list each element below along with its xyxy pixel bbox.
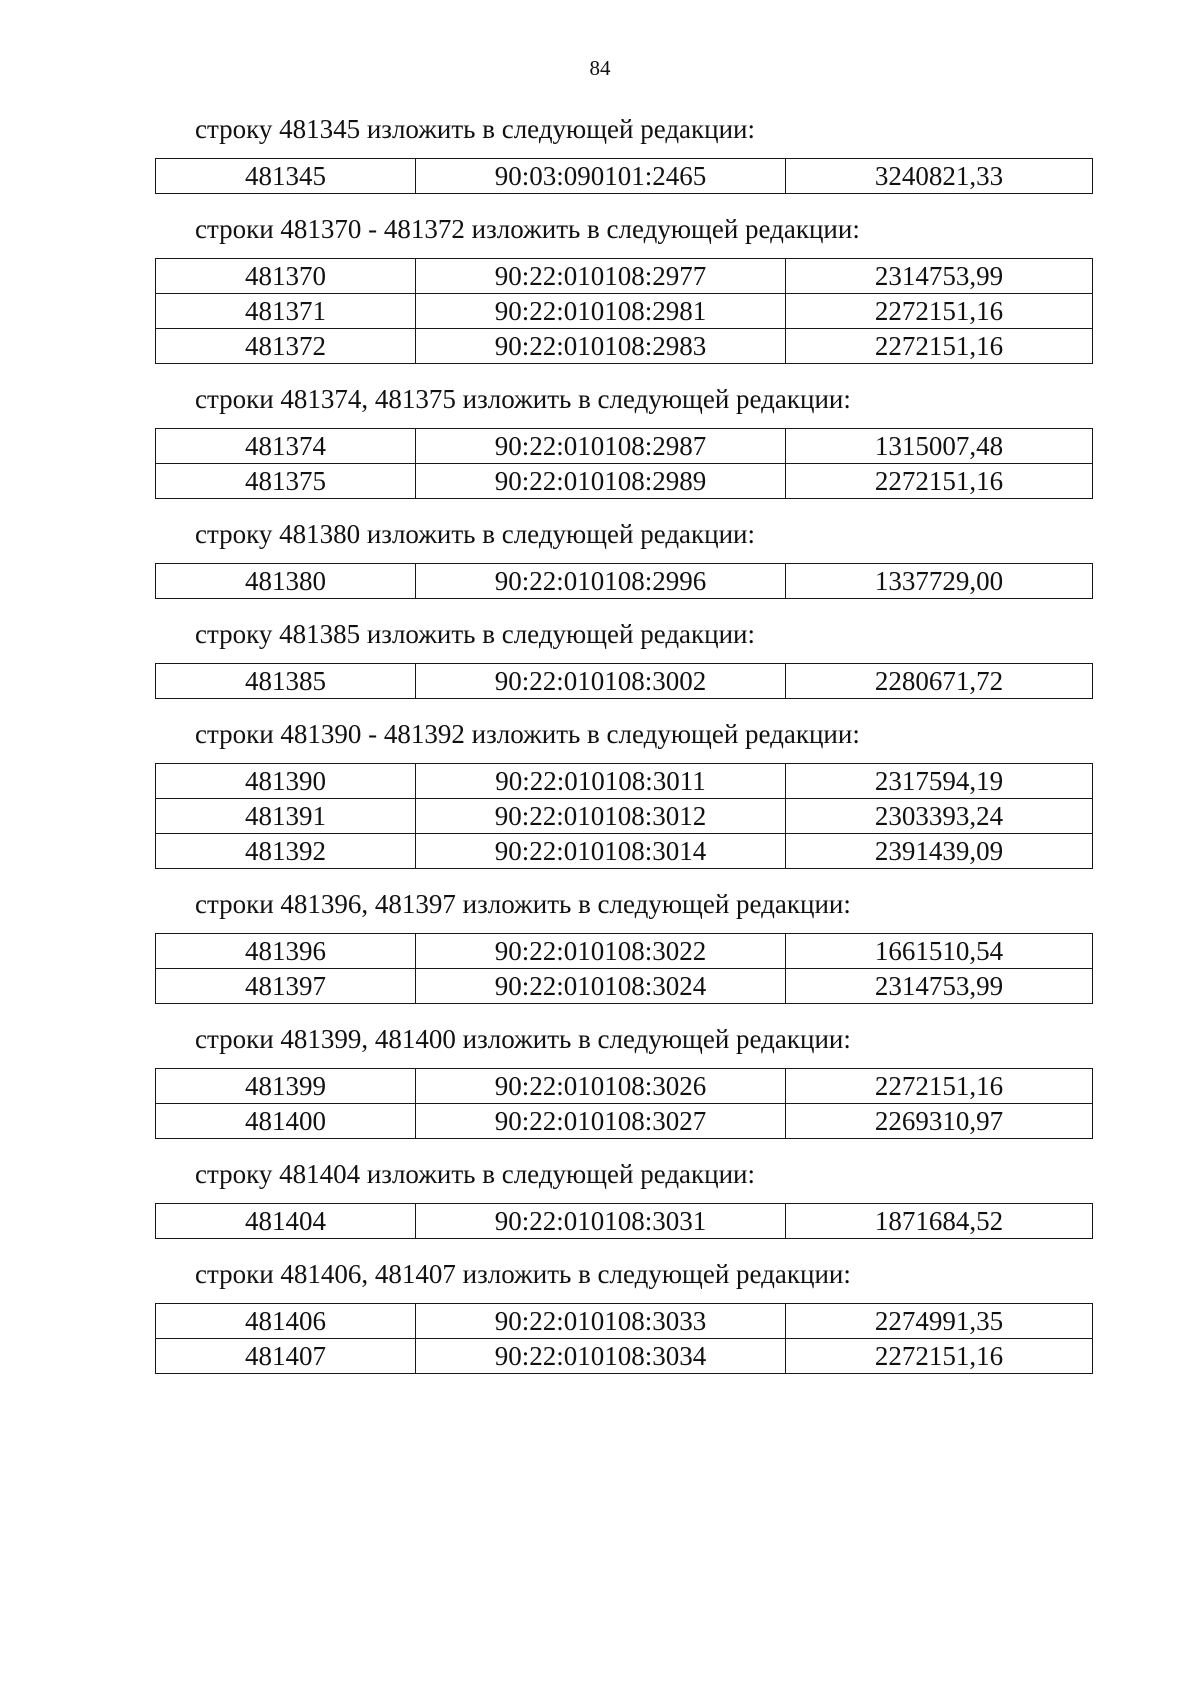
amendment-table bbox=[155, 563, 1093, 599]
amendment-section bbox=[155, 617, 1092, 699]
amendment-section bbox=[155, 1022, 1092, 1139]
page-number: 84 bbox=[589, 56, 611, 80]
cadastral-number-cell: 90:22:010108:3034 bbox=[416, 1339, 786, 1374]
table-row bbox=[156, 259, 1093, 294]
table-row bbox=[156, 799, 1093, 834]
amendment-instruction: строки 481399, 481400 изложить в следующей редакции: bbox=[195, 1024, 851, 1054]
cadastral-number-cell: 90:22:010108:3033 bbox=[416, 1304, 786, 1339]
value-cell: 2314753,99 bbox=[786, 259, 1093, 294]
table-row bbox=[156, 564, 1093, 599]
table-row bbox=[156, 329, 1093, 364]
row-number-cell: 481392 bbox=[156, 834, 416, 869]
amendment-table bbox=[155, 763, 1093, 869]
table-row bbox=[156, 969, 1093, 1004]
amendment-table bbox=[155, 428, 1093, 499]
row-number-cell: 481371 bbox=[156, 294, 416, 329]
amendment-instruction: строку 481385 изложить в следующей редакции: bbox=[195, 619, 756, 649]
amendment-instruction: строки 481406, 481407 изложить в следующей редакции: bbox=[195, 1259, 851, 1289]
amendment-section bbox=[155, 112, 1092, 194]
table-row bbox=[156, 429, 1093, 464]
cadastral-number-cell: 90:22:010108:3012 bbox=[416, 799, 786, 834]
value-cell: 2272151,16 bbox=[786, 329, 1093, 364]
table-row bbox=[156, 159, 1093, 194]
amendment-instruction: строки 481374, 481375 изложить в следующей редакции: bbox=[195, 384, 851, 414]
cadastral-number-cell: 90:22:010108:2996 bbox=[416, 564, 786, 599]
value-cell: 1315007,48 bbox=[786, 429, 1093, 464]
amendment-table bbox=[155, 663, 1093, 699]
value-cell: 1871684,52 bbox=[786, 1204, 1093, 1239]
amendment-section bbox=[155, 1257, 1092, 1374]
cadastral-number-cell: 90:22:010108:3022 bbox=[416, 934, 786, 969]
amendment-section bbox=[155, 887, 1092, 1004]
row-number-cell: 481397 bbox=[156, 969, 416, 1004]
table-row bbox=[156, 664, 1093, 699]
amendment-table bbox=[155, 1203, 1093, 1239]
value-cell: 2269310,97 bbox=[786, 1104, 1093, 1139]
amendment-table bbox=[155, 933, 1093, 1004]
amendment-table bbox=[155, 1068, 1093, 1139]
value-cell: 2303393,24 bbox=[786, 799, 1093, 834]
table-row bbox=[156, 1304, 1093, 1339]
table-row bbox=[156, 464, 1093, 499]
row-number-cell: 481407 bbox=[156, 1339, 416, 1374]
value-cell: 2391439,09 bbox=[786, 834, 1093, 869]
amendment-section bbox=[155, 717, 1092, 869]
cadastral-number-cell: 90:22:010108:3014 bbox=[416, 834, 786, 869]
row-number-cell: 481391 bbox=[156, 799, 416, 834]
row-number-cell: 481374 bbox=[156, 429, 416, 464]
row-number-cell: 481370 bbox=[156, 259, 416, 294]
row-number-cell: 481396 bbox=[156, 934, 416, 969]
amendment-section bbox=[155, 1157, 1092, 1239]
cadastral-number-cell: 90:03:090101:2465 bbox=[416, 159, 786, 194]
document-body bbox=[155, 112, 1092, 1392]
table-row bbox=[156, 1204, 1093, 1239]
table-row bbox=[156, 764, 1093, 799]
cadastral-number-cell: 90:22:010108:3011 bbox=[416, 764, 786, 799]
cadastral-number-cell: 90:22:010108:3026 bbox=[416, 1069, 786, 1104]
cadastral-number-cell: 90:22:010108:2989 bbox=[416, 464, 786, 499]
table-row bbox=[156, 834, 1093, 869]
value-cell: 2272151,16 bbox=[786, 294, 1093, 329]
amendment-instruction: строку 481380 изложить в следующей редакции: bbox=[195, 519, 756, 549]
value-cell: 1661510,54 bbox=[786, 934, 1093, 969]
cadastral-number-cell: 90:22:010108:3002 bbox=[416, 664, 786, 699]
cadastral-number-cell: 90:22:010108:2977 bbox=[416, 259, 786, 294]
row-number-cell: 481385 bbox=[156, 664, 416, 699]
value-cell: 3240821,33 bbox=[786, 159, 1093, 194]
amendment-section bbox=[155, 382, 1092, 499]
value-cell: 2272151,16 bbox=[786, 464, 1093, 499]
row-number-cell: 481390 bbox=[156, 764, 416, 799]
row-number-cell: 481399 bbox=[156, 1069, 416, 1104]
row-number-cell: 481404 bbox=[156, 1204, 416, 1239]
cadastral-number-cell: 90:22:010108:3024 bbox=[416, 969, 786, 1004]
value-cell: 2280671,72 bbox=[786, 664, 1093, 699]
cadastral-number-cell: 90:22:010108:3027 bbox=[416, 1104, 786, 1139]
row-number-cell: 481375 bbox=[156, 464, 416, 499]
row-number-cell: 481372 bbox=[156, 329, 416, 364]
cadastral-number-cell: 90:22:010108:2983 bbox=[416, 329, 786, 364]
row-number-cell: 481380 bbox=[156, 564, 416, 599]
row-number-cell: 481400 bbox=[156, 1104, 416, 1139]
row-number-cell: 481345 bbox=[156, 159, 416, 194]
amendment-instruction: строки 481396, 481397 изложить в следующей редакции: bbox=[195, 889, 851, 919]
value-cell: 2272151,16 bbox=[786, 1339, 1093, 1374]
value-cell: 1337729,00 bbox=[786, 564, 1093, 599]
table-row bbox=[156, 294, 1093, 329]
row-number-cell: 481406 bbox=[156, 1304, 416, 1339]
amendment-table bbox=[155, 158, 1093, 194]
table-row bbox=[156, 1069, 1093, 1104]
amendment-instruction: строки 481370 - 481372 изложить в следующей редакции: bbox=[195, 214, 860, 244]
amendment-instruction: строку 481345 изложить в следующей редакции: bbox=[195, 114, 756, 144]
table-row bbox=[156, 1339, 1093, 1374]
cadastral-number-cell: 90:22:010108:2987 bbox=[416, 429, 786, 464]
amendment-section bbox=[155, 212, 1092, 364]
amendment-instruction: строки 481390 - 481392 изложить в следующей редакции: bbox=[195, 719, 860, 749]
value-cell: 2314753,99 bbox=[786, 969, 1093, 1004]
amendment-instruction: строку 481404 изложить в следующей редакции: bbox=[195, 1159, 756, 1189]
amendment-table bbox=[155, 1303, 1093, 1374]
value-cell: 2317594,19 bbox=[786, 764, 1093, 799]
value-cell: 2272151,16 bbox=[786, 1069, 1093, 1104]
table-row bbox=[156, 934, 1093, 969]
value-cell: 2274991,35 bbox=[786, 1304, 1093, 1339]
cadastral-number-cell: 90:22:010108:3031 bbox=[416, 1204, 786, 1239]
table-row bbox=[156, 1104, 1093, 1139]
amendment-section bbox=[155, 517, 1092, 599]
cadastral-number-cell: 90:22:010108:2981 bbox=[416, 294, 786, 329]
amendment-table bbox=[155, 258, 1093, 364]
